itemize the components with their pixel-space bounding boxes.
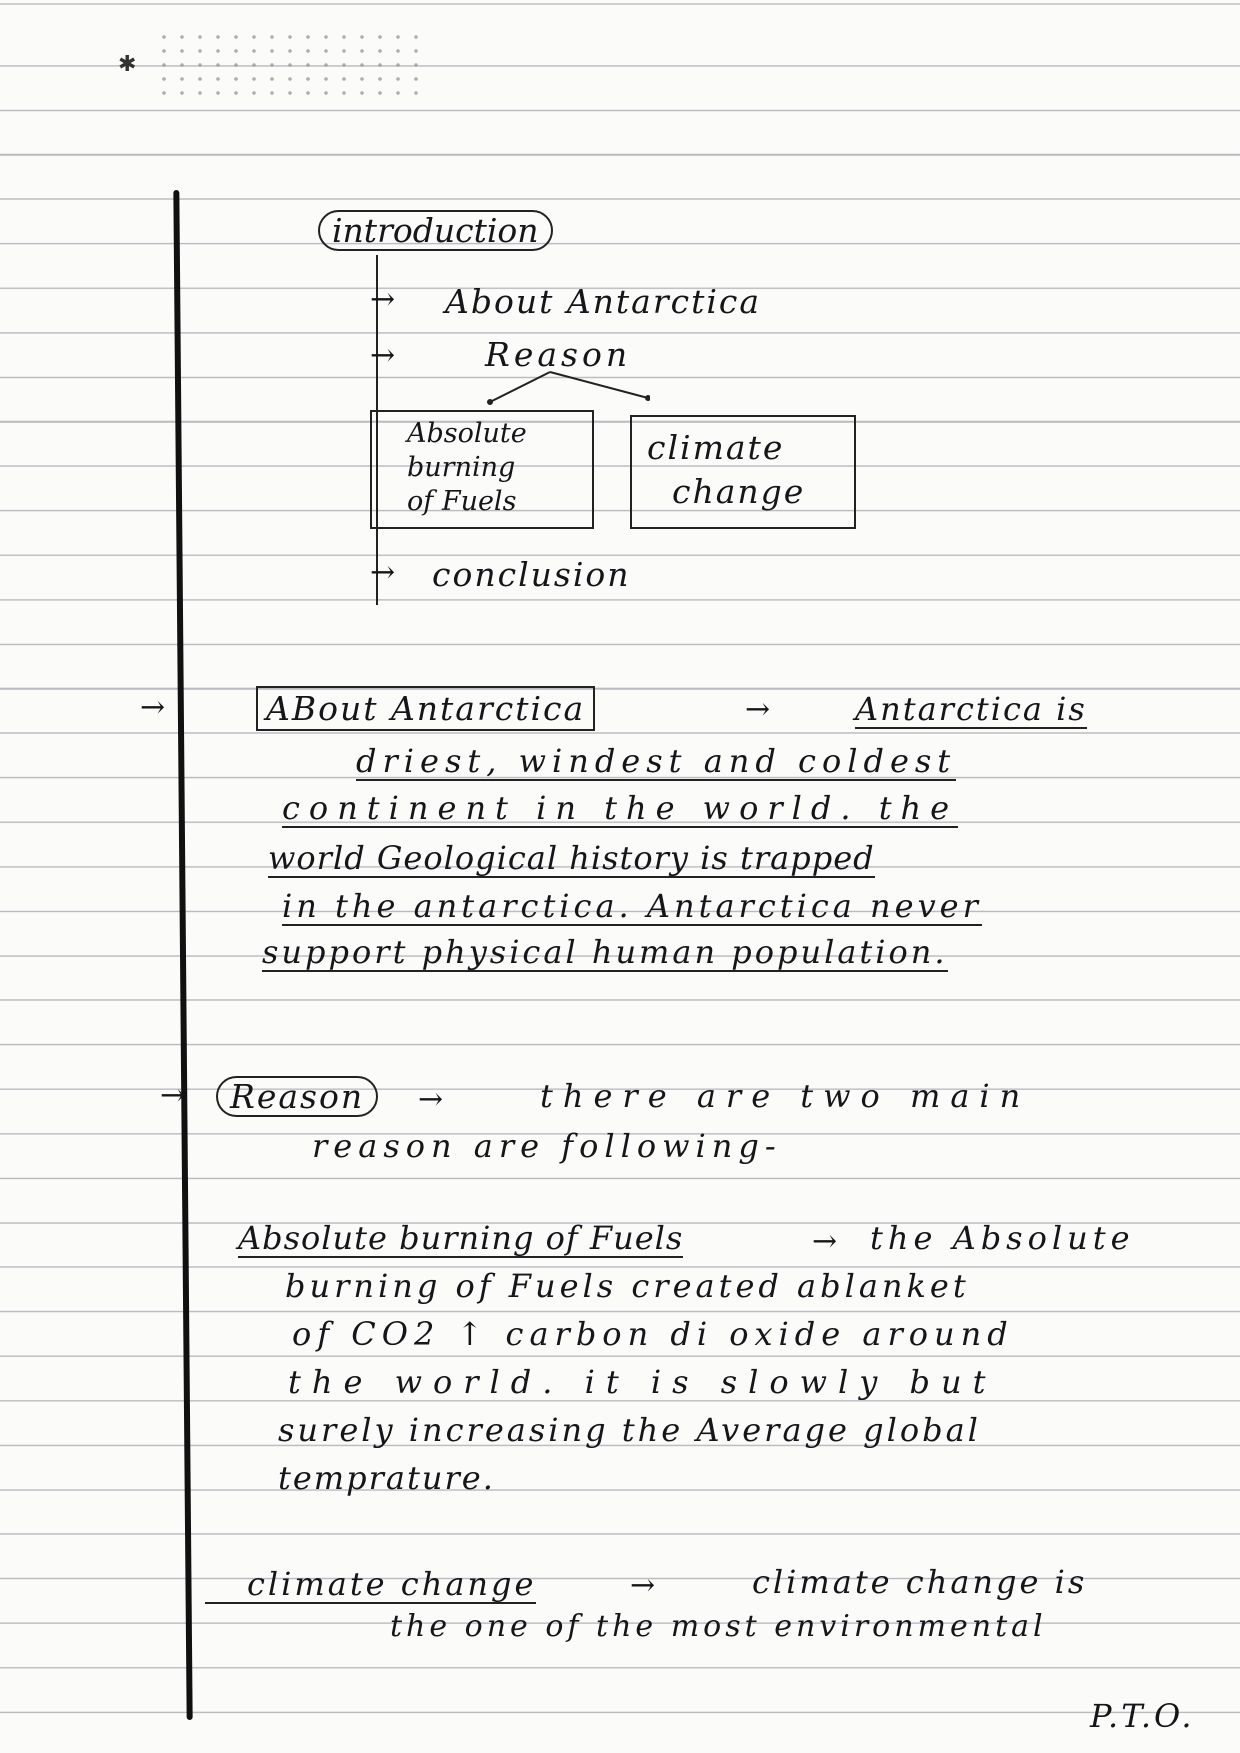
star-mark-icon: ✱ <box>118 52 137 77</box>
fuels-line: burning of Fuels created ablanket <box>285 1267 970 1305</box>
outline-introduction: introduction <box>318 210 553 251</box>
box1-line: burning <box>407 452 516 483</box>
about-line: world Geological history is trapped <box>268 839 875 877</box>
margin-line <box>173 190 192 1720</box>
fuels-line: the world. it is slowly but <box>288 1363 997 1401</box>
box1-line: of Fuels <box>407 486 517 517</box>
outline-about: About Antarctica <box>445 282 762 321</box>
bullet-arrow-icon: → <box>160 1078 186 1113</box>
arrow-icon: → <box>370 338 396 373</box>
climate-heading: climate change <box>205 1568 536 1604</box>
box2-line: change <box>672 472 806 511</box>
perforation-dots <box>155 30 425 105</box>
fuels-heading: Absolute burning of Fuels <box>238 1219 684 1257</box>
outline-conclusion: conclusion <box>432 555 631 594</box>
bullet-arrow-icon: → <box>140 690 166 725</box>
reason-line: reason are following- <box>312 1127 782 1165</box>
about-line: driest, windest and coldest <box>356 742 957 780</box>
branch-arrows <box>470 360 650 410</box>
reason-line: there are two main <box>540 1077 1031 1115</box>
arrow-icon: → <box>370 282 396 317</box>
arrow-icon: → <box>630 1568 656 1603</box>
reason-heading: Reason <box>216 1076 378 1117</box>
outline-box-climate <box>630 415 856 529</box>
about-line: continent in the world. the <box>282 789 959 827</box>
pto-note: P.T.O. <box>1090 1697 1195 1735</box>
outline-reason: Reason <box>485 335 632 374</box>
climate-line: climate change is <box>752 1563 1088 1601</box>
arrow-icon: → <box>418 1082 444 1117</box>
fuels-line: of CO2 ↑ carbon di oxide around <box>292 1315 1014 1353</box>
about-line: in the antarctica. Antarctica never <box>282 887 982 925</box>
fuels-line: surely increasing the Average global <box>278 1411 981 1449</box>
climate-line: the one of the most environmental <box>390 1609 1047 1644</box>
box2-line: climate <box>647 428 785 467</box>
arrow-icon: → <box>812 1224 838 1259</box>
outline-box-fuels <box>370 410 594 529</box>
fuels-line: the Absolute <box>870 1219 1135 1257</box>
fuels-line: temprature. <box>278 1459 495 1497</box>
about-line: support physical human population. <box>262 933 948 971</box>
about-line: Antarctica is <box>855 690 1087 728</box>
arrow-icon: → <box>745 692 771 727</box>
box1-line: Absolute <box>407 418 527 449</box>
about-heading: ABout Antarctica <box>256 686 595 731</box>
arrow-icon: → <box>370 555 396 590</box>
